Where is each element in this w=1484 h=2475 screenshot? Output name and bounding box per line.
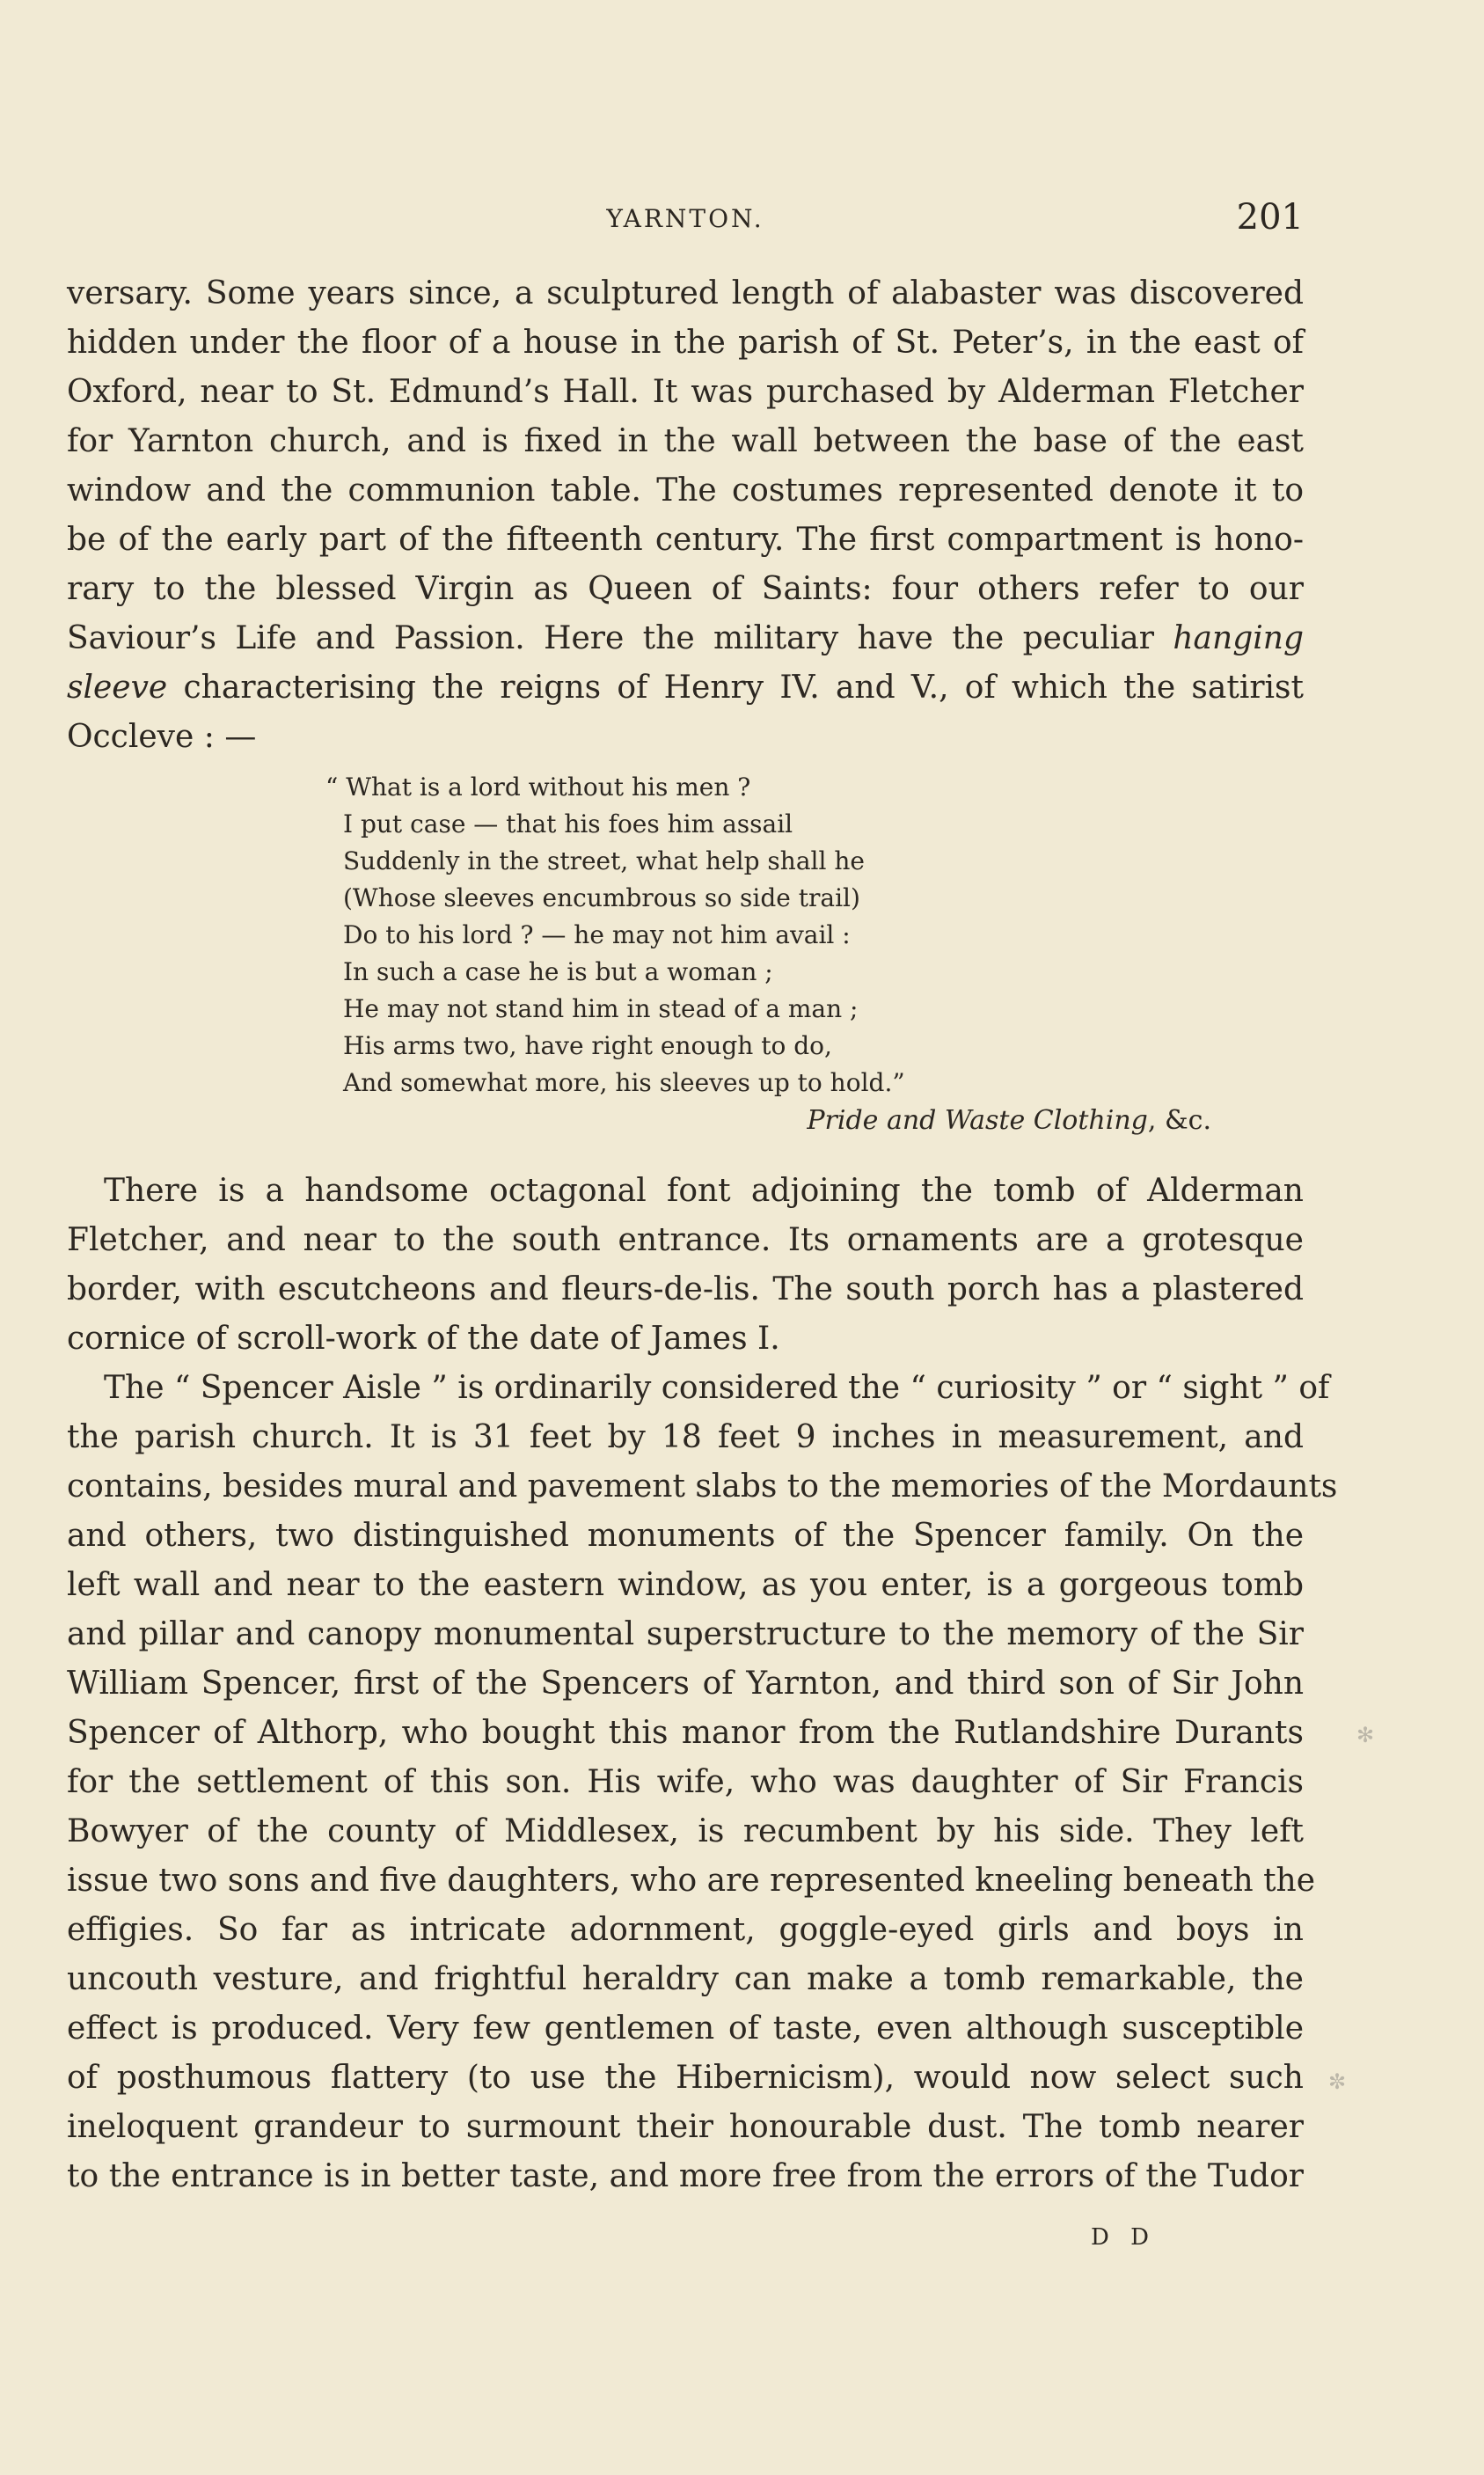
page-number: 201 <box>1236 197 1304 238</box>
text-line: to the entrance is in better taste, and more free from the errors of the Tudor <box>67 2158 1304 2194</box>
poem-line: In such a case he is but a woman ; <box>343 957 773 986</box>
paragraph-alabaster <box>67 269 1304 762</box>
signature-mark: D D <box>1091 2224 1156 2251</box>
text-line: hidden under the floor of a house in the parish of St. Peter’s, in the east of <box>67 325 1304 361</box>
text-line: effect is produced. Very few gentlemen of taste, even although susceptible <box>67 2010 1304 2047</box>
italic-phrase: sleeve <box>67 670 168 706</box>
poem-line: Do to his lord ? — he may not him avail : <box>343 920 851 949</box>
text-line: for the settlement of this son. His wife, who was daughter of Sir Francis <box>67 1764 1304 1800</box>
running-head <box>67 197 1304 241</box>
poem-line: (Whose sleeves encumbrous so side trail) <box>343 883 860 912</box>
text-line: William Spencer, first of the Spencers of Yarnton, and third son of Sir John <box>67 1666 1304 1702</box>
text-line: left wall and near to the eastern window, as you enter, is a gorgeous tomb <box>67 1567 1304 1603</box>
poem-line: “ What is a lord without his men ? <box>325 773 751 802</box>
text-line: effigies. So far as intricate adornment, goggle-eyed girls and boys in <box>67 1912 1304 1948</box>
text-line: Oxford, near to St. Edmund’s Hall. It was purchased by Alderman Fletcher <box>67 374 1304 410</box>
text-line: of posthumous flattery (to use the Hibernicism), would now select such <box>67 2060 1304 2096</box>
text-line: contains, besides mural and pavement slabs to the memories of the Mordaunts <box>67 1468 1338 1505</box>
text-line: sleeve characterising the reigns of Henry IV. and V., of which the satirist <box>67 670 1304 706</box>
text-line: issue two sons and five daughters, who are represented kneeling beneath the <box>67 1863 1316 1899</box>
margin-speck-icon: ✻ <box>1356 1723 1375 1747</box>
text-line: Saviour’s Life and Passion. Here the military have the peculiar hanging <box>67 620 1304 656</box>
text-line: Bowyer of the county of Middlesex, is recumbent by his side. They left <box>67 1813 1304 1849</box>
text-line: and others, two distinguished monuments of the Spencer family. On the <box>67 1518 1304 1554</box>
poem-line: And somewhat more, his sleeves up to hold.” <box>343 1068 905 1097</box>
attribution-title: Pride and Waste Clothing <box>807 1105 1148 1136</box>
text-line: Occleve : — <box>67 719 257 755</box>
poem-quotation <box>325 769 905 1102</box>
attribution-suffix: , &c. <box>1147 1105 1211 1136</box>
text-line: and pillar and canopy monumental superstructure to the memory of the Sir <box>67 1616 1304 1652</box>
text-line: cornice of scroll-work of the date of James I. <box>67 1321 780 1357</box>
text-line: versary. Some years since, a sculptured length of alabaster was discovered <box>67 275 1304 311</box>
poem-line: Suddenly in the street, what help shall he <box>343 846 865 875</box>
text-line: Fletcher, and near to the south entrance. Its ornaments are a grotesque <box>67 1222 1304 1258</box>
text-line: There is a handsome octagonal font adjoining the tomb of Alderman <box>104 1173 1304 1209</box>
text-line: Spencer of Althorp, who bought this manor from the Rutlandshire Durants <box>67 1715 1304 1751</box>
poem-line: I put case — that his foes him assail <box>343 809 793 838</box>
text-line: for Yarnton church, and is fixed in the wall between the base of the east <box>67 423 1304 459</box>
paragraph-font <box>67 1167 1304 1364</box>
text-line: window and the communion table. The costumes represented denote it to <box>67 472 1304 509</box>
quote-attribution <box>807 1105 1211 1136</box>
running-title: YARNTON. <box>606 204 764 233</box>
poem-line: He may not stand him in stead of a man ; <box>343 994 859 1023</box>
paragraph-spencer-aisle <box>67 1364 1338 2201</box>
text-line: The “ Spencer Aisle ” is ordinarily considered the “ curiosity ” or “ sight ” of <box>104 1370 1330 1406</box>
poem-line: His arms two, have right enough to do, <box>343 1031 832 1060</box>
text-line: rary to the blessed Virgin as Queen of Saints: four others refer to our <box>67 571 1304 607</box>
text-line: border, with escutcheons and fleurs-de-lis. The south porch has a plastered <box>67 1271 1304 1307</box>
text-line: ineloquent grandeur to surmount their honourable dust. The tomb nearer <box>67 2109 1304 2145</box>
text-line: the parish church. It is 31 feet by 18 feet 9 inches in measurement, and <box>67 1419 1304 1455</box>
italic-phrase: hanging <box>1173 620 1304 656</box>
margin-speck-icon: ✼ <box>1328 2069 1347 2094</box>
text-line: be of the early part of the fifteenth century. The first compartment is hono- <box>67 522 1304 558</box>
text-line: uncouth vesture, and frightful heraldry can make a tomb remarkable, the <box>67 1961 1304 1997</box>
